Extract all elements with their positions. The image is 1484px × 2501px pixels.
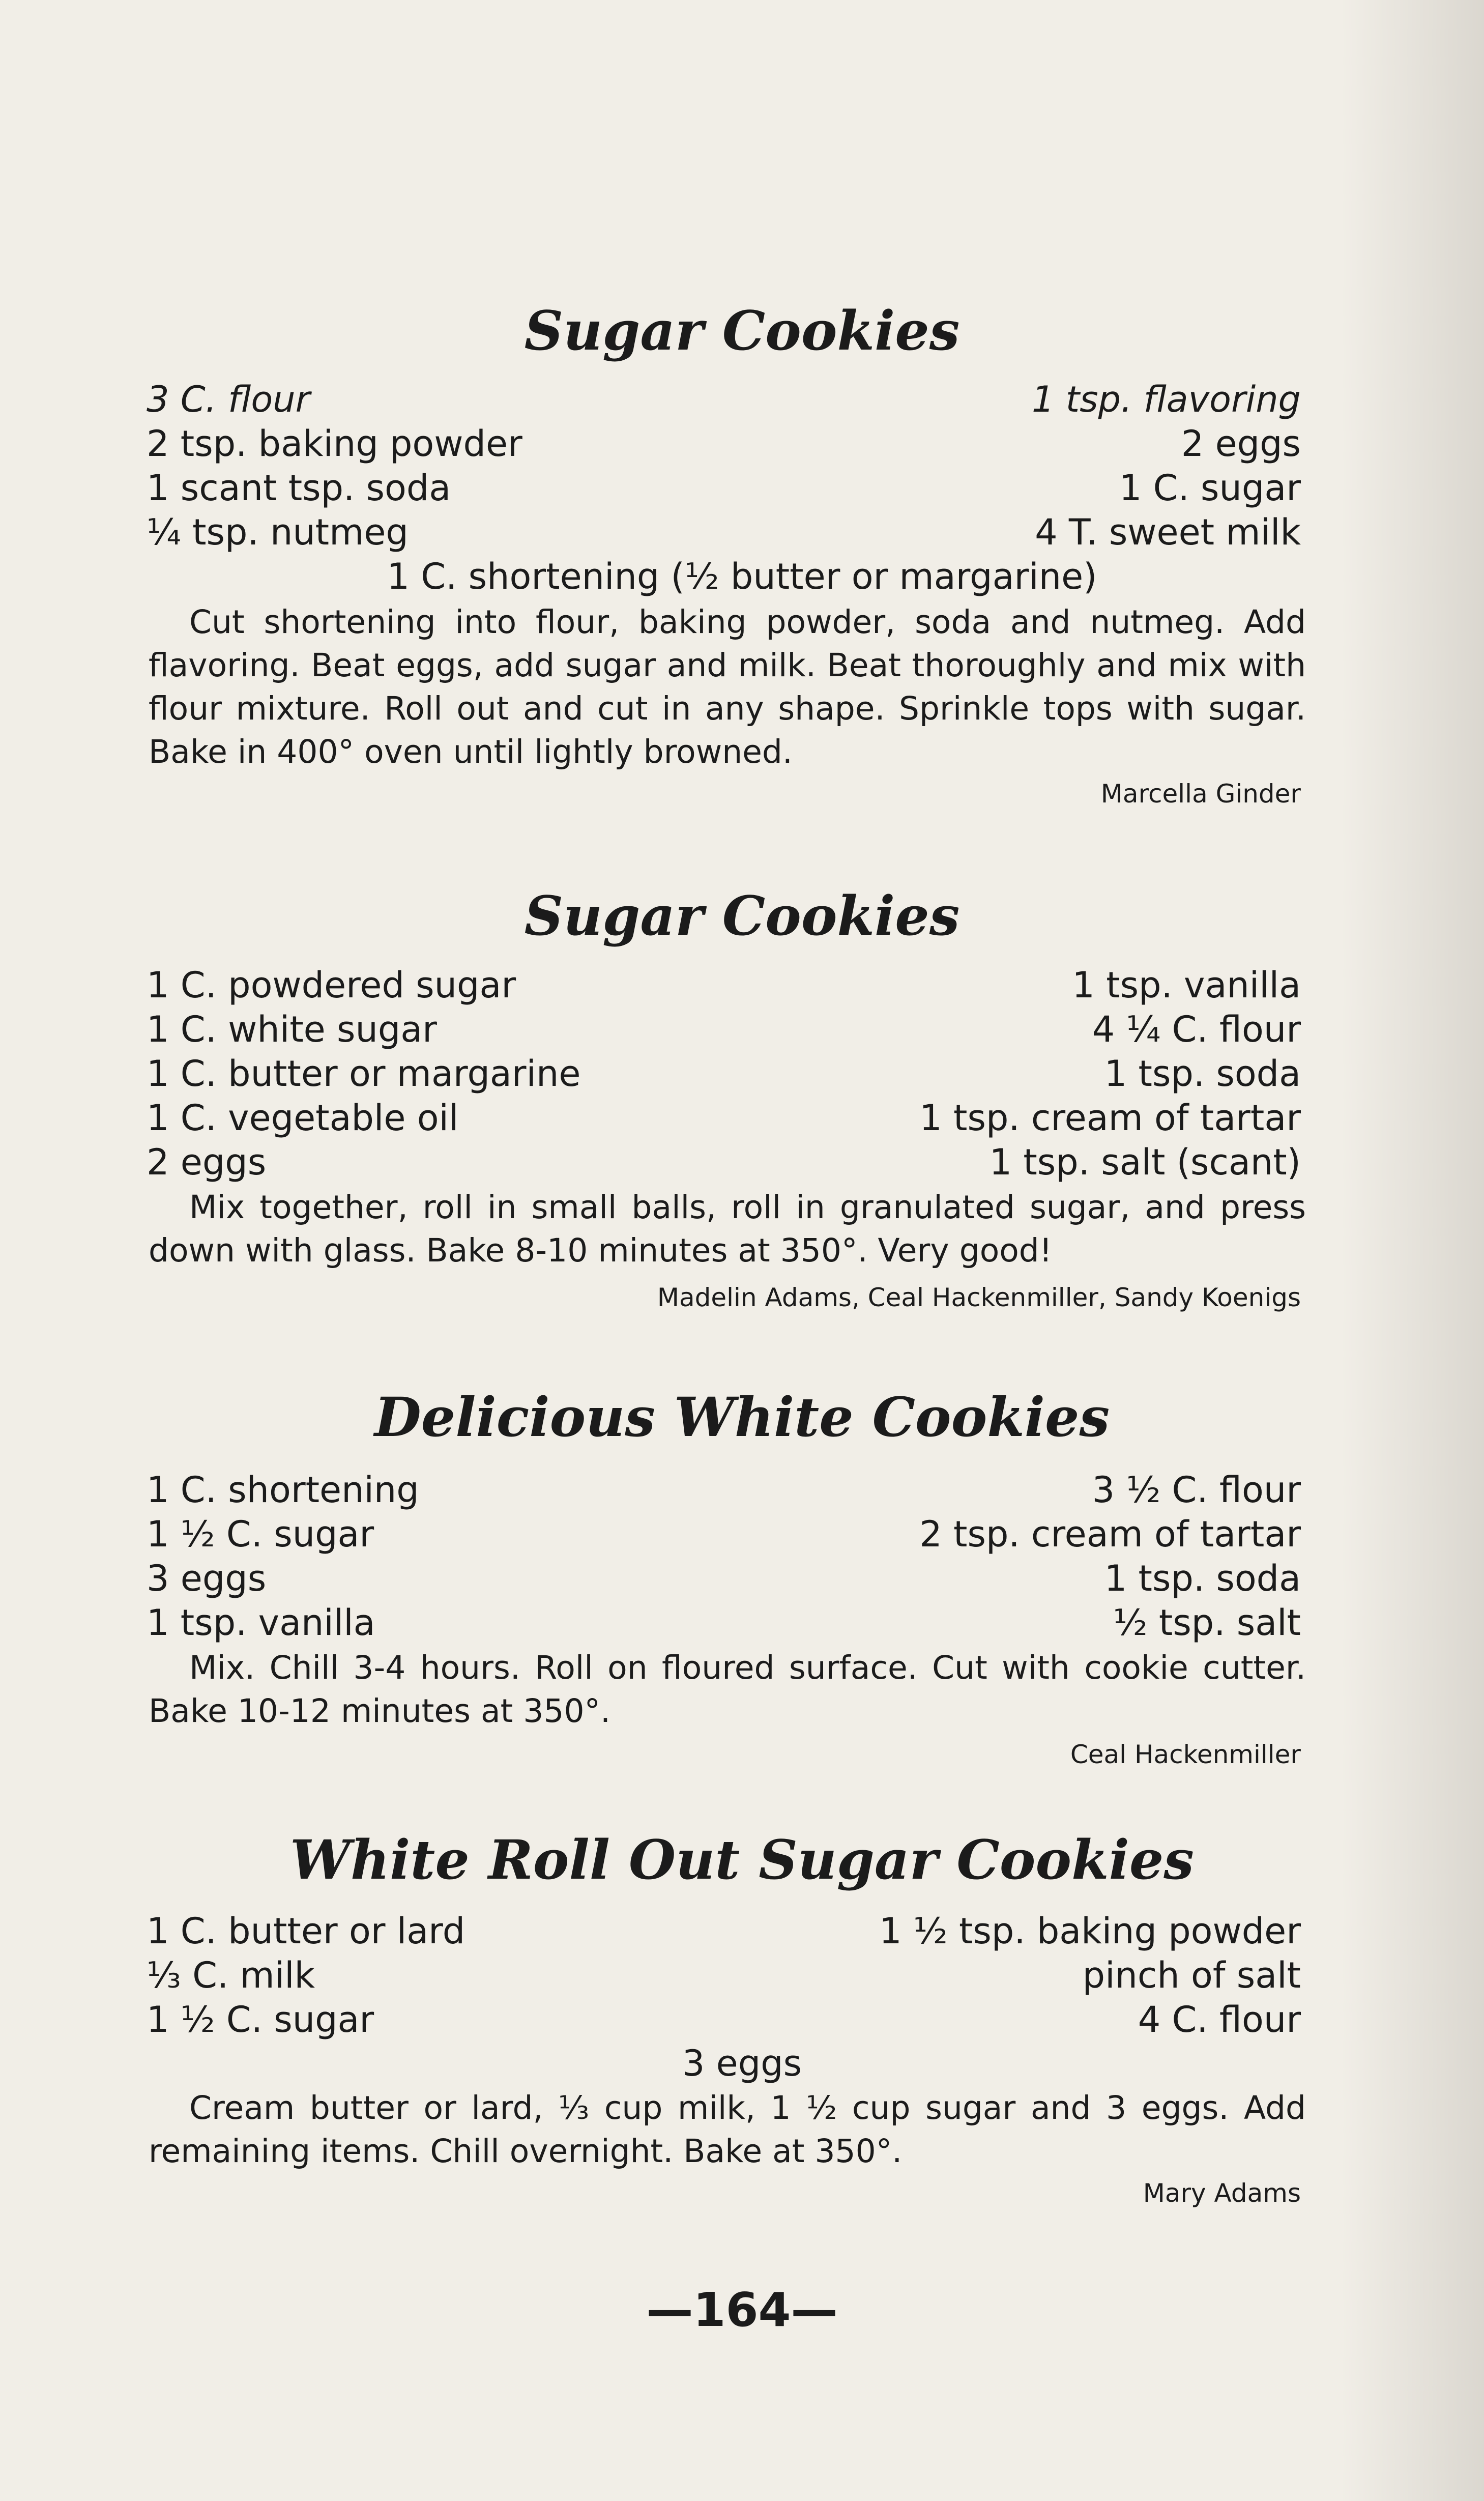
ingredient: 3 C. flour xyxy=(147,379,310,420)
recipe-title: White Roll Out Sugar Cookies xyxy=(290,1828,1194,1891)
ingredient-centered: 3 eggs xyxy=(682,2043,802,2084)
ingredients-right xyxy=(879,1909,1301,2042)
recipe-directions: Cream butter or lard, ⅓ cup milk, 1 ½ cup sugar and 3 eggs. Add remaining items. Chill overnight. Bake at 350°. xyxy=(149,2089,1306,2170)
ingredient: 1 tsp. cream of tartar xyxy=(919,1097,1301,1139)
ingredients-left xyxy=(147,1909,465,2042)
recipe-directions: Cut shortening into flour, baking powder, soda and nutmeg. Add flavoring. Beat eggs, add sugar and milk. Beat thoroughly and mix with flour mixture. Roll out and cut in any shape. Sprinkle tops with sugar. Bake in 400° oven until lightly browned. xyxy=(149,603,1306,770)
ingredient: 1 scant tsp. soda xyxy=(147,467,451,509)
ingredient: 1 tsp. vanilla xyxy=(1072,964,1301,1006)
recipe-directions: Mix. Chill 3-4 hours. Roll on floured surface. Cut with cookie cutter. Bake 10-12 minutes at 350°. xyxy=(149,1649,1306,1730)
ingredient: ⅓ C. milk xyxy=(147,1954,315,1996)
ingredient: ¼ tsp. nutmeg xyxy=(147,511,409,553)
ingredient: pinch of salt xyxy=(1082,1954,1301,1996)
recipe-directions: Mix together, roll in small balls, roll in granulated sugar, and press down with glass. Bake 8-10 minutes at 350°. Very good! xyxy=(149,1189,1306,1269)
ingredient: 1 C. vegetable oil xyxy=(147,1097,459,1139)
ingredient: 2 eggs xyxy=(147,1141,267,1183)
recipe-title: Delicious White Cookies xyxy=(374,1385,1110,1449)
ingredient: 2 tsp. cream of tartar xyxy=(919,1513,1301,1555)
ingredient-centered: 1 C. shortening (½ butter or margarine) xyxy=(387,556,1097,597)
ingredient: 3 eggs xyxy=(147,1558,267,1599)
ingredients-left xyxy=(147,963,580,1185)
ingredient: 3 ½ C. flour xyxy=(1092,1469,1301,1511)
ingredients-right xyxy=(919,1468,1301,1645)
ingredient: 1 C. sugar xyxy=(1119,467,1301,509)
ingredients-right xyxy=(1032,378,1301,555)
ingredient: 2 eggs xyxy=(1181,423,1301,465)
ingredient: 1 tsp. soda xyxy=(1104,1558,1301,1599)
ingredients-left xyxy=(147,1468,419,1645)
ingredient: 4 C. flour xyxy=(1138,1999,1301,2040)
ingredient: 4 ¼ C. flour xyxy=(1092,1009,1301,1050)
ingredient: 1 C. powdered sugar xyxy=(147,964,516,1006)
ingredient: 1 C. butter or lard xyxy=(147,1910,465,1952)
ingredients-right xyxy=(919,963,1301,1185)
ingredient: 4 T. sweet milk xyxy=(1035,511,1301,553)
ingredient: 1 tsp. soda xyxy=(1104,1053,1301,1095)
page-edge-shadow xyxy=(1342,0,1484,2501)
page-number: —164— xyxy=(646,2283,838,2337)
ingredient: 2 tsp. baking powder xyxy=(147,423,522,465)
recipe-author: Marcella Ginder xyxy=(1100,779,1301,809)
ingredient: 1 tsp. salt (scant) xyxy=(989,1141,1301,1183)
recipe-author: Madelin Adams, Ceal Hackenmiller, Sandy Koenigs xyxy=(657,1283,1301,1312)
ingredient: 1 C. butter or margarine xyxy=(147,1053,581,1095)
ingredient: 1 tsp. flavoring xyxy=(1031,379,1301,420)
ingredient: ½ tsp. salt xyxy=(1113,1602,1301,1644)
recipe-title: Sugar Cookies xyxy=(524,884,960,947)
ingredient: 1 ½ C. sugar xyxy=(147,1513,374,1555)
ingredient: 1 C. white sugar xyxy=(147,1009,437,1050)
recipe-title: Sugar Cookies xyxy=(524,299,960,362)
ingredient: 1 ½ C. sugar xyxy=(147,1999,374,2040)
recipe-author: Ceal Hackenmiller xyxy=(1070,1740,1301,1769)
ingredient: 1 tsp. vanilla xyxy=(147,1602,375,1644)
ingredient: 1 C. shortening xyxy=(147,1469,419,1511)
ingredients-left xyxy=(147,378,522,555)
recipe-author: Mary Adams xyxy=(1143,2178,1301,2208)
ingredient: 1 ½ tsp. baking powder xyxy=(879,1910,1301,1952)
